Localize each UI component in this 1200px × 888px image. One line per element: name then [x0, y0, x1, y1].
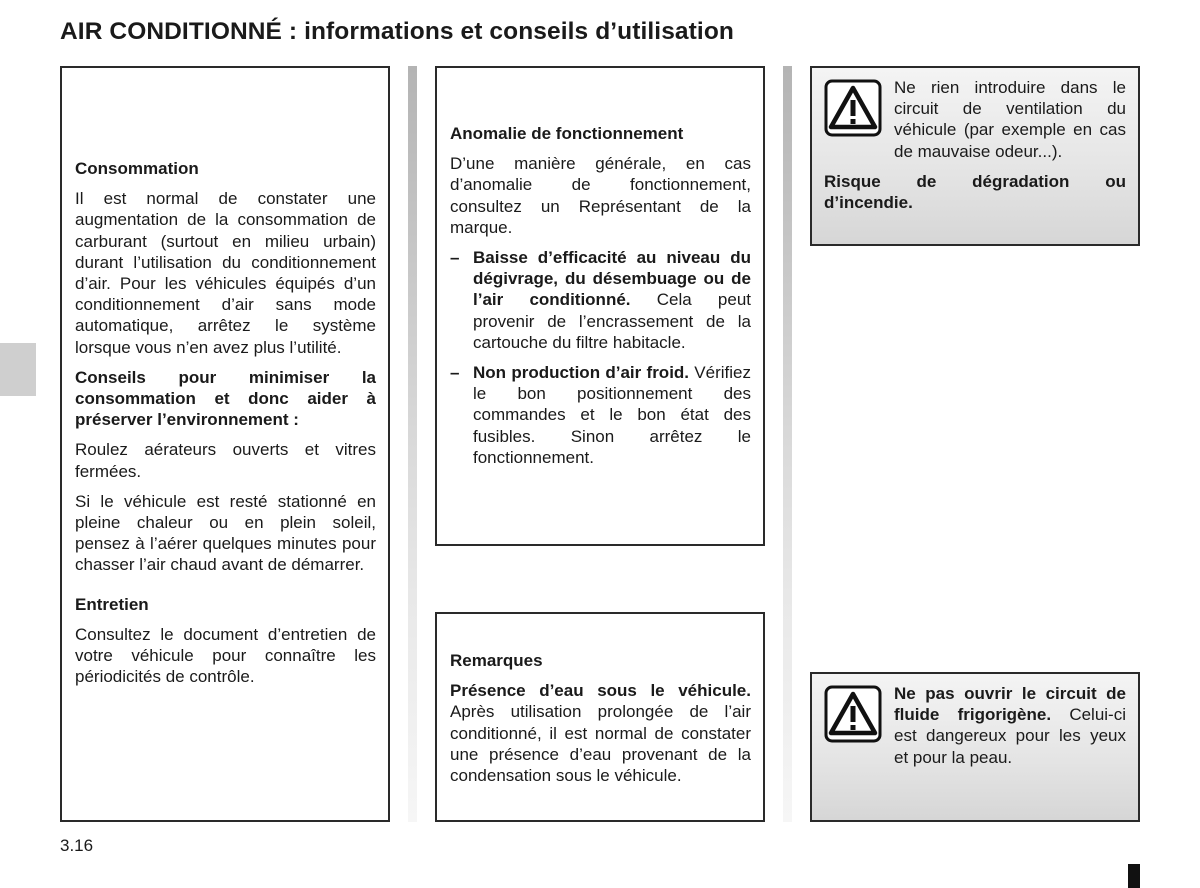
item-text: Cela peut provenir de l’encrassement de la cartouche du filtre habitacle. [473, 290, 752, 352]
column-divider-right [783, 66, 792, 822]
maintenance-heading: Entretien [75, 594, 149, 614]
malfunction-box [435, 66, 765, 546]
dash-bullet: – [450, 363, 460, 383]
page-title: AIR CONDITIONNÉ : informations et conseils d’utilisation [60, 18, 734, 45]
remarks-bold-text: Présence d’eau sous le véhicule. [450, 681, 751, 701]
warning-triangle-icon [824, 685, 882, 743]
corner-registration-mark [1128, 864, 1140, 888]
item-text: Vérifiez le bon positionnement des commandes et le bon état des fusibles. Sinon arrêtez le fonctionnement. [473, 363, 751, 467]
warning-row [824, 77, 1126, 162]
malfunction-paragraph: D’une manière générale, en cas d’anomalie de fonctionnement, consultez un Représentant de la marque. [450, 154, 751, 237]
tips-paragraph-2: Si le véhicule est resté stationné en pleine chaleur ou en plein soleil, pensez à l’aérer quelques minutes pour chasser l’air chaud avant de démarrer. [75, 491, 376, 575]
warning-row [824, 683, 1126, 768]
tips-heading: Conseils pour minimiser la consommation et donc aider à préserver l’environnement : [75, 367, 376, 430]
remarks-heading: Remarques [450, 651, 543, 670]
malfunction-item-defrost [450, 247, 751, 353]
warning-text: Ne rien introduire dans le circuit de ventilation du véhicule (par exemple en cas de mauvaise odeur...). [894, 78, 1126, 161]
warning-risk-text: Risque de dégradation ou d’incendie. [824, 171, 1126, 213]
remarks-paragraph [450, 680, 751, 786]
consumption-paragraph: Il est normal de constater une augmentation de la consommation de carburant (surtout en milieu urbain) durant l’utilisation du conditionnement d’air. Pour les véhicules équipés d’un conditionnement d’air sans mode automatique, arrêtez le système lorsque vous n’en avez plus l’utilité. [75, 189, 376, 357]
consumption-box [60, 66, 390, 822]
warning-regular-text: Celui-ci est dangereux pour les yeux et pour la peau. [894, 705, 1126, 767]
dash-bullet: – [450, 248, 460, 268]
maintenance-paragraph: Consultez le document d’entretien de votre véhicule pour connaître les périodicités de contrôle. [75, 624, 376, 687]
warning-triangle-icon [824, 79, 882, 137]
remarks-text: Après utilisation prolongée de l’air conditionné, il est normal de constater une présence d’eau provenant de la condensation sous le véhicule. [450, 702, 751, 786]
warning-box-refrigerant [810, 672, 1140, 822]
column-divider-left [408, 66, 417, 822]
section-tab-marker [0, 343, 36, 396]
malfunction-heading: Anomalie de fonctionnement [450, 124, 684, 143]
warning-text [894, 683, 1126, 768]
consumption-heading: Consommation [75, 159, 199, 178]
warning-bold-text: Ne pas ouvrir le circuit de fluide frigorigène. [894, 684, 1126, 725]
tips-paragraph-1: Roulez aérateurs ouverts et vitres fermées. [75, 440, 376, 481]
malfunction-item-no-cold-air [450, 362, 751, 468]
remarks-box [435, 612, 765, 822]
page-number: 3.16 [60, 836, 94, 855]
warning-box-ventilation [810, 66, 1140, 246]
item-bold-text: Non production d’air froid. [473, 363, 690, 383]
item-bold-text: Baisse d’efficacité au niveau du dégivrage, du désembuage ou de l’air conditionné. [473, 248, 751, 310]
